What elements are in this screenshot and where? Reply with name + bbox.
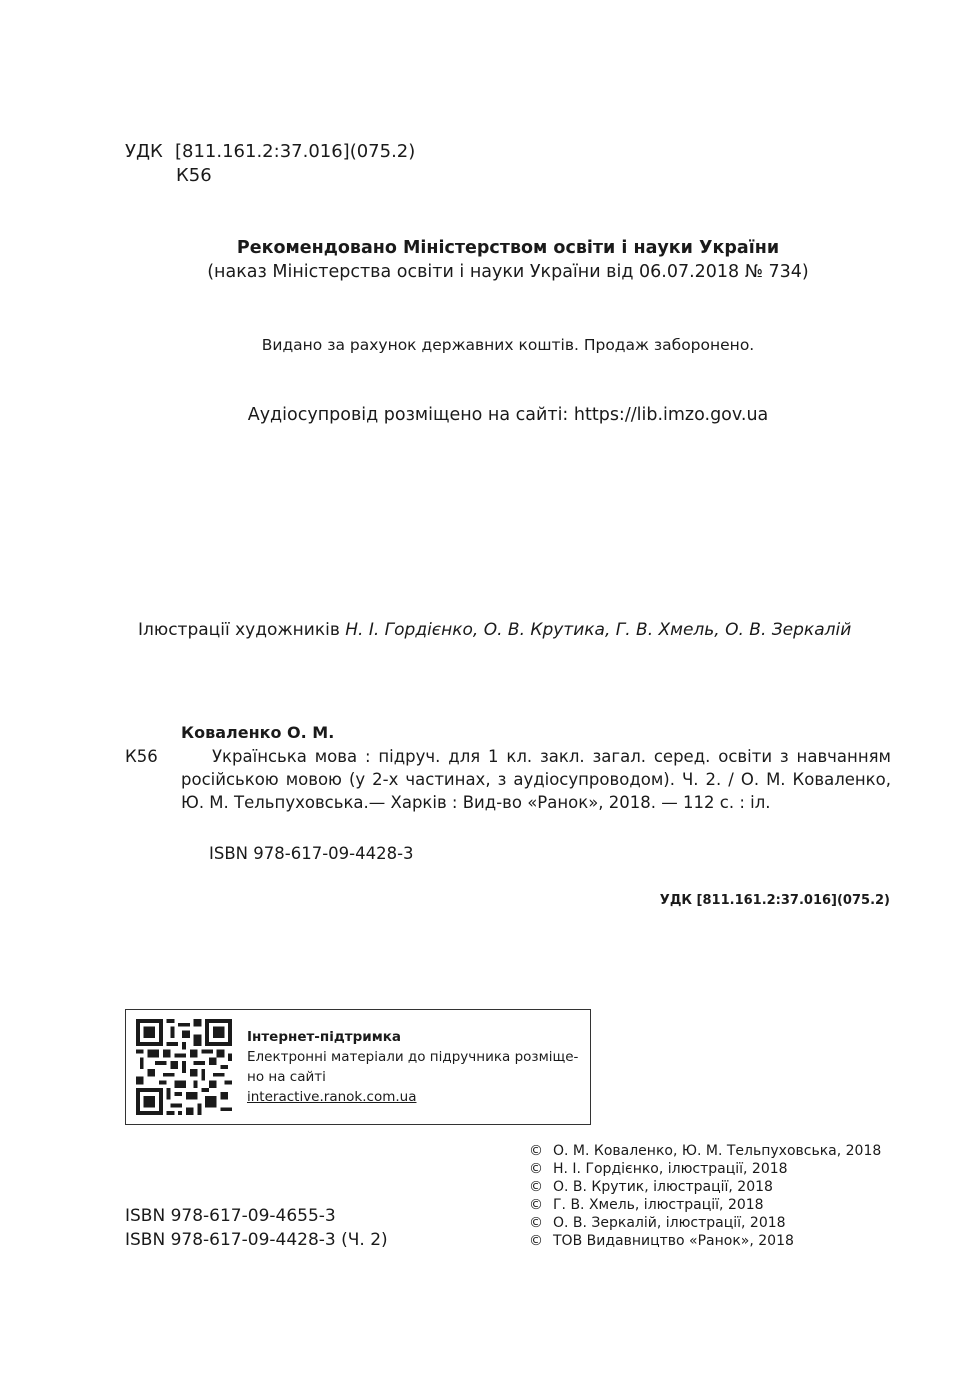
copyright-line: © Г. В. Хмель, ілюстрації, 2018 bbox=[529, 1197, 764, 1213]
funded-notice: Видано за рахунок державних коштів. Продаж заборонено. bbox=[261, 336, 755, 354]
copyright-block bbox=[529, 1142, 881, 1250]
isbn-full-set: ISBN 978-617-09-4655-3 bbox=[125, 1206, 336, 1226]
udk-code: [811.161.2:37.016](075.2) bbox=[175, 141, 416, 162]
catalog-description-block bbox=[181, 745, 891, 814]
support-title: Інтернет-підтримка bbox=[247, 1029, 402, 1045]
catalog-author: Коваленко О. М. bbox=[181, 723, 335, 742]
copyright-line: © О. М. Коваленко, Ю. М. Тельпуховська, 2018 bbox=[529, 1143, 882, 1159]
udk-label: УДК bbox=[125, 141, 163, 162]
catalog-isbn: ISBN 978-617-09-4428-3 bbox=[209, 844, 414, 863]
recommendation-order: (наказ Міністерства освіти і науки України від 06.07.2018 № 734) bbox=[207, 262, 809, 282]
support-text-line-1: Електронні матеріали до підручника розміще- bbox=[247, 1049, 579, 1065]
udk-header bbox=[125, 140, 416, 186]
catalog-mark: К56 bbox=[125, 747, 158, 766]
illustrations-artists: Н. І. Гордієнко, О. В. Крутика, Г. В. Хмель, О. В. Зеркалій bbox=[345, 620, 852, 640]
support-link[interactable]: interactive.ranok.com.ua bbox=[247, 1089, 417, 1105]
catalog-description: Українська мова : підруч. для 1 кл. закл. загал. серед. освіти з навчанням російською мовою (у 2-х частинах, з аудіосупроводом). Ч. 2. / О. М. Коваленко, Ю. М. Тельпуховська.— Харків : Вид-во «Ранок», 2018. — 112 с. : іл. bbox=[181, 747, 891, 812]
illustrations-prefix: Ілюстрації художників bbox=[138, 620, 346, 640]
copyright-line: © Н. І. Гордієнко, ілюстрації, 2018 bbox=[529, 1161, 788, 1177]
catalog-udk: УДК [811.161.2:37.016](075.2) bbox=[659, 893, 890, 908]
author-mark: К56 bbox=[176, 165, 212, 186]
support-text-line-2: но на сайті bbox=[247, 1069, 326, 1085]
isbn-part-2: ISBN 978-617-09-4428-3 (Ч. 2) bbox=[125, 1230, 388, 1250]
illustrations-credit bbox=[138, 620, 851, 640]
copyright-line: © О. В. Крутик, ілюстрації, 2018 bbox=[529, 1179, 773, 1195]
internet-support-box bbox=[125, 1009, 591, 1125]
copyright-line: © ТОВ Видавництво «Ранок», 2018 bbox=[529, 1233, 794, 1249]
recommendation-title: Рекомендовано Міністерством освіти і науки України bbox=[236, 238, 780, 258]
audio-notice: Аудіосупровід розміщено на сайті: https://lib.imzo.gov.ua bbox=[247, 405, 769, 425]
copyright-line: © О. В. Зеркалій, ілюстрації, 2018 bbox=[529, 1215, 786, 1231]
qr-code-icon[interactable] bbox=[136, 1019, 232, 1115]
